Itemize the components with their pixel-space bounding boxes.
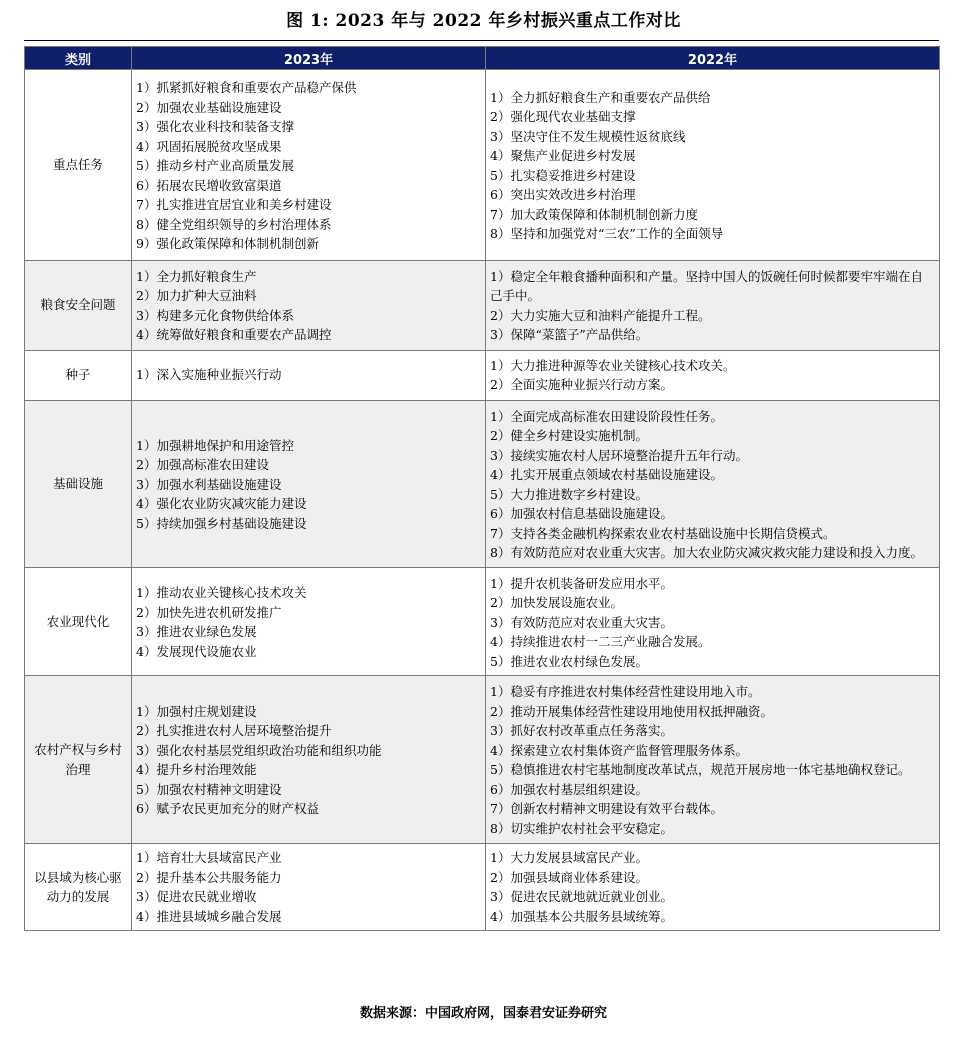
- list-item: 2）加强高标准农田建设: [136, 457, 269, 473]
- list-item: 3）有效防范应对农业重大灾害。: [490, 614, 673, 630]
- items-2022-cell: [486, 70, 940, 261]
- table-row: [25, 400, 940, 567]
- items-2022-list: [490, 356, 935, 395]
- list-item: 1）深入实施种业振兴行动: [136, 367, 282, 383]
- items-2022-list: [490, 267, 935, 345]
- category-cell: 种子: [25, 350, 132, 400]
- list-item: 7）加大政策保障和体制机制创新力度: [490, 206, 698, 222]
- title-divider: [24, 40, 939, 41]
- list-item: 5）持续加强乡村基础设施建设: [136, 515, 307, 531]
- list-item: 1）全力抓好粮食生产: [136, 268, 257, 284]
- list-item: 5）稳慎推进农村宅基地制度改革试点，规范开展房地一体宅基地确权登记。: [490, 762, 911, 777]
- list-item: 6）拓展农民增收致富渠道: [136, 177, 282, 193]
- items-2023-cell: [132, 350, 486, 400]
- list-item: 3）促进农民就业增收: [136, 889, 257, 904]
- list-item: 1）稳定全年粮食播种面积和产量。坚持中国人的饭碗任何时候都要牢牢端在自己手中。: [490, 268, 923, 303]
- list-item: 3）保障“菜篮子”产品供给。: [490, 327, 649, 342]
- table-body: [25, 70, 940, 931]
- items-2022-list: [490, 407, 935, 563]
- list-item: 5）大力推进数字乡村建设。: [490, 486, 648, 502]
- table-row: [25, 567, 940, 676]
- items-2023-cell: [132, 400, 486, 567]
- list-item: 1）培育壮大县域富民产业: [136, 850, 282, 865]
- items-2023-list: [136, 702, 481, 819]
- data-source-note: 数据来源：中国政府网，国泰君安证券研究: [359, 1006, 607, 1021]
- list-item: 5）加强农村精神文明建设: [136, 781, 282, 797]
- items-2023-list: [136, 267, 481, 345]
- comparison-table: [24, 46, 940, 931]
- items-2022-cell: [486, 350, 940, 400]
- list-item: 3）加强水利基础设施建设: [136, 476, 282, 492]
- category-cell: 重点任务: [25, 70, 132, 261]
- list-item: 8）健全党组织领导的乡村治理体系: [136, 216, 332, 232]
- items-2023-list: [136, 365, 481, 385]
- table-row: [25, 676, 940, 844]
- list-item: 2）加强农业基础设施建设: [136, 99, 282, 115]
- list-item: 4）加强基本公共服务县域统筹。: [490, 908, 673, 924]
- items-2022-list: [490, 574, 935, 672]
- list-item: 1）抓紧抓好粮食和重要农产品稳产保供: [136, 80, 357, 95]
- items-2023-list: [136, 436, 481, 534]
- header-row: [25, 47, 940, 70]
- items-2022-cell: [486, 567, 940, 676]
- list-item: 3）强化农业科技和装备支撑: [136, 119, 294, 134]
- header-2023: 2023年: [132, 47, 486, 70]
- list-item: 4）持续推进农村一二三产业融合发展。: [490, 634, 711, 649]
- list-item: 7）支持各类金融机构探索农业农村基础设施中长期信贷模式。: [490, 525, 836, 541]
- list-item: 1）稳妥有序推进农村集体经营性建设用地入市。: [490, 684, 761, 699]
- list-item: 8）坚持和加强党对“三农”工作的全面领导: [490, 226, 724, 242]
- list-item: 2）大力实施大豆和油料产能提升工程。: [490, 307, 711, 323]
- list-item: 5）推动乡村产业高质量发展: [136, 158, 294, 173]
- list-item: 1）提升农机装备研发应用水平。: [490, 575, 673, 591]
- list-item: 1）大力推进种源等农业关键核心技术攻关。: [490, 357, 736, 373]
- list-item: 9）强化政策保障和体制机制创新: [136, 236, 319, 251]
- list-item: 2）推动开展集体经营性建设用地使用权抵押融资。: [490, 703, 773, 719]
- list-item: 2）健全乡村建设实施机制。: [490, 428, 648, 443]
- list-item: 2）加强县域商业体系建设。: [490, 869, 648, 885]
- header-category: 类别: [25, 47, 132, 70]
- items-2023-cell: [132, 567, 486, 676]
- items-2023-cell: [132, 260, 486, 350]
- items-2023-cell: [132, 70, 486, 261]
- table-row: [25, 260, 940, 350]
- items-2023-cell: [132, 844, 486, 931]
- list-item: 4）扎实开展重点领域农村基础设施建设。: [490, 467, 723, 482]
- list-item: 1）全力抓好粮食生产和重要农产品供给: [490, 89, 711, 105]
- list-item: 1）加强村庄规划建设: [136, 703, 257, 719]
- list-item: 5）推进农业农村绿色发展。: [490, 653, 648, 669]
- list-item: 2）全面实施种业振兴行动方案。: [490, 377, 673, 392]
- list-item: 2）加力扩种大豆油料: [136, 288, 257, 303]
- list-item: 4）巩固拓展脱贫攻坚成果: [136, 138, 282, 154]
- list-item: 1）推动农业关键核心技术攻关: [136, 585, 307, 601]
- table-row: [25, 844, 940, 931]
- category-cell: 农业现代化: [25, 567, 132, 676]
- items-2022-cell: [486, 260, 940, 350]
- list-item: 7）扎实推进宜居宜业和美乡村建设: [136, 197, 332, 212]
- list-item: 3）推进农业绿色发展: [136, 624, 257, 640]
- list-item: 2）扎实推进农村人居环境整治提升: [136, 723, 332, 738]
- list-item: 6）加强农村基层组织建设。: [490, 781, 648, 797]
- list-item: 6）加强农村信息基础设施建设。: [490, 506, 673, 521]
- items-2022-list: [490, 682, 935, 838]
- items-2023-list: [136, 78, 481, 254]
- list-item: 3）强化农村基层党组织政治功能和组织功能: [136, 742, 382, 758]
- list-item: 4）探索建立农村集体资产监督管理服务体系。: [490, 742, 748, 758]
- items-2022-cell: [486, 844, 940, 931]
- list-item: 4）发展现代设施农业: [136, 643, 257, 659]
- list-item: 3）抓好农村改革重点任务落实。: [490, 723, 673, 738]
- list-item: 2）提升基本公共服务能力: [136, 869, 282, 885]
- list-item: 6）突出实效改进乡村治理: [490, 187, 636, 203]
- list-item: 1）大力发展县域富民产业。: [490, 850, 648, 865]
- list-item: 5）扎实稳妥推进乡村建设: [490, 167, 636, 183]
- items-2023-cell: [132, 676, 486, 844]
- list-item: 3）接续实施农村人居环境整治提升五年行动。: [490, 447, 748, 463]
- items-2022-list: [490, 88, 935, 244]
- list-item: 2）加快先进农机研发推广: [136, 604, 282, 620]
- table-row: [25, 70, 940, 261]
- list-item: 2）强化现代农业基础支撑: [490, 109, 636, 125]
- table-row: [25, 350, 940, 400]
- list-item: 3）促进农民就地就近就业创业。: [490, 889, 673, 904]
- list-item: 3）坚决守住不发生规模性返贫底线: [490, 128, 686, 144]
- items-2022-list: [490, 848, 935, 926]
- list-item: 4）强化农业防灾减灾能力建设: [136, 496, 307, 512]
- items-2023-list: [136, 583, 481, 661]
- items-2022-cell: [486, 400, 940, 567]
- list-item: 4）统筹做好粮食和重要农产品调控: [136, 327, 332, 342]
- list-item: 2）加快发展设施农业。: [490, 595, 623, 610]
- list-item: 4）推进县域城乡融合发展: [136, 908, 282, 924]
- category-cell: 基础设施: [25, 400, 132, 567]
- list-item: 7）创新农村精神文明建设有效平台载体。: [490, 801, 723, 816]
- list-item: 6）赋予农民更加充分的财产权益: [136, 801, 319, 816]
- category-cell: 粮食安全问题: [25, 260, 132, 350]
- items-2023-list: [136, 848, 481, 926]
- list-item: 4）提升乡村治理效能: [136, 762, 257, 777]
- header-2022: 2022年: [486, 47, 940, 70]
- list-item: 1）全面完成高标准农田建设阶段性任务。: [490, 408, 723, 424]
- list-item: 1）加强耕地保护和用途管控: [136, 437, 294, 453]
- category-cell: 以县域为核心驱动力的发展: [25, 844, 132, 931]
- list-item: 8）有效防范应对农业重大灾害。加大农业防灾减灾救灾能力建设和投入力度。: [490, 545, 923, 560]
- items-2022-cell: [486, 676, 940, 844]
- category-cell: 农村产权与乡村治理: [25, 676, 132, 844]
- list-item: 4）聚焦产业促进乡村发展: [490, 148, 636, 164]
- list-item: 3）构建多元化食物供给体系: [136, 307, 294, 323]
- figure-title: 图 1: 2023 年与 2022 年乡村振兴重点工作对比: [286, 11, 681, 31]
- list-item: 8）切实维护农村社会平安稳定。: [490, 820, 673, 836]
